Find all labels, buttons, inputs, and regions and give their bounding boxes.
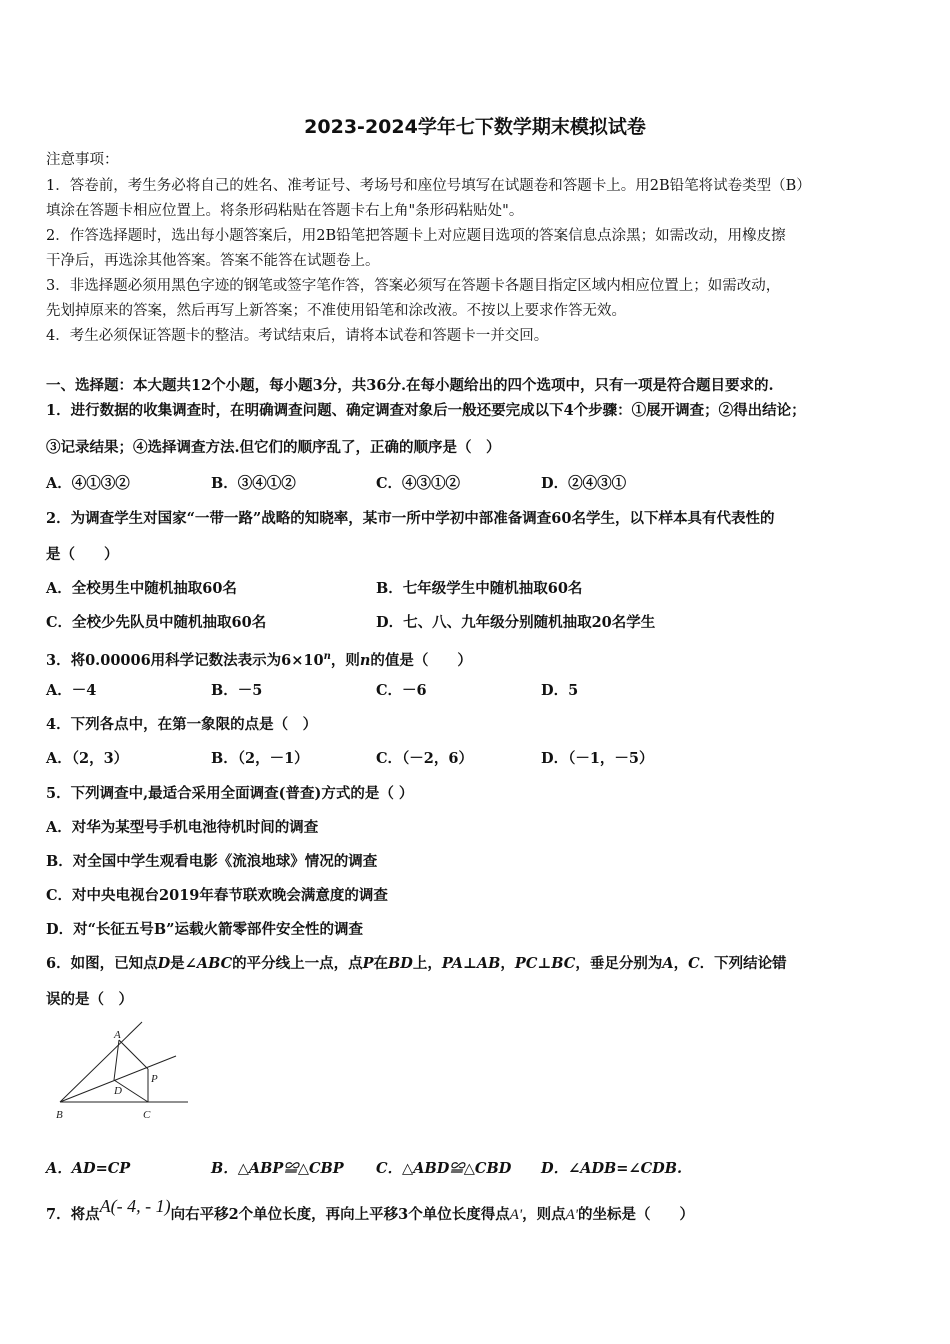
- question-6-line: 误的是（ ）: [46, 991, 133, 1008]
- geometry-figure: [52, 1018, 192, 1128]
- q5-option-d: D．对“长征五号B”运载火箭零部件安全性的调查: [46, 921, 364, 938]
- q6-text: ．下列结论错: [699, 955, 787, 972]
- label-a: A: [114, 1029, 121, 1041]
- question-2-line: 是（ ）: [46, 546, 119, 563]
- q6-var-c: C: [688, 955, 700, 972]
- section-heading: 一、选择题：本大题共12个小题，每小题3分，共36分.在每小题给出的四个选项中，只有一项是符合题目要求的.: [46, 377, 774, 394]
- q7-text: 向右平移2个单位长度，再向上平移3个单位长度得点: [170, 1206, 510, 1223]
- q4-option-b: B．（2，－1）: [211, 750, 309, 767]
- q5-option-c: C．对中央电视台2019年春节联欢晚会满意度的调查: [46, 887, 388, 904]
- q1-option-c: C．④③①②: [376, 475, 461, 492]
- q6-var-bd: BD: [388, 955, 413, 972]
- q4-option-d: D．（－1，－5）: [541, 750, 654, 767]
- question-7-line: [46, 1196, 695, 1225]
- label-b: B: [56, 1109, 63, 1121]
- question-5-line: 5．下列调查中,最适合采用全面调查(普查)方式的是（ ）: [46, 785, 414, 802]
- q7-point-a: A(- 4, - 1): [99, 1196, 171, 1216]
- notice-line: 2．作答选择题时，选出每小题答案后，用2B铅笔把答题卡上对应题目选项的答案信息点涂黑；如需改动，用橡皮擦: [46, 228, 786, 244]
- q7-point-a-prime: A': [565, 1207, 579, 1223]
- q5-option-a: A．对华为某型号手机电池待机时间的调查: [46, 819, 319, 836]
- q2-option-c: C．全校少先队员中随机抽取60名: [46, 614, 267, 631]
- q3-option-c: C．－6: [376, 682, 427, 699]
- q6-angle-abc: ∠ABC: [184, 955, 233, 972]
- q6-text: 6．如图，已知点: [46, 955, 158, 972]
- q2-option-b: B．七年级学生中随机抽取60名: [376, 580, 583, 597]
- notice-line: 1．答卷前，考生务必将自己的姓名、准考证号、考场号和座位号填写在试题卷和答题卡上。用2B铅笔将试卷类型（B）: [46, 178, 811, 194]
- q5-option-b: B．对全国中学生观看电影《流浪地球》情况的调查: [46, 853, 378, 870]
- q1-option-d: D．②④③①: [541, 475, 627, 492]
- q3-exponent: n: [323, 651, 331, 662]
- q7-text: 7．将点: [46, 1206, 100, 1223]
- q3-variable: n: [359, 651, 371, 669]
- q6-var-d: D: [157, 955, 171, 972]
- q6-option-b: B．△ABP≌△CBP: [211, 1160, 344, 1177]
- q6-text: ，垂足分别为: [575, 955, 663, 972]
- q3-prefix: 3．将0.00006用科学记数法表示为6×10: [46, 651, 324, 669]
- q6-pa-perp-ab: PA⊥AB: [441, 955, 501, 972]
- q3-option-d: D．5: [541, 682, 579, 699]
- q3-suffix: 的值是（ ）: [370, 651, 472, 669]
- q6-option-d: D．∠ADB=∠CDB.: [541, 1160, 683, 1177]
- q3-mid: ，则: [330, 651, 360, 669]
- q6-var-p: P: [362, 955, 374, 972]
- q2-option-d: D．七、八、九年级分别随机抽取20名学生: [376, 614, 656, 631]
- q6-text: 是: [170, 955, 185, 972]
- notice-line: 4．考生必须保证答题卡的整洁。考试结束后，请将本试卷和答题卡一并交回。: [46, 328, 549, 344]
- q3-option-a: A．－4: [46, 682, 97, 699]
- question-3-line: [46, 647, 472, 671]
- q2-option-a: A．全校男生中随机抽取60名: [46, 580, 237, 597]
- notice-heading: 注意事项：: [46, 152, 119, 168]
- question-2-line: 2．为调查学生对国家“一带一路”战略的知晓率，某市一所中学初中部准备调查60名学生，以下样本具有代表性的: [46, 510, 775, 527]
- q6-text: ，: [673, 955, 689, 972]
- q6-option-c: C．△ABD≌△CBD: [376, 1160, 512, 1177]
- q1-option-b: B．③④①②: [211, 475, 296, 492]
- q4-option-c: C．（－2，6）: [376, 750, 473, 767]
- label-c: C: [143, 1109, 151, 1121]
- notice-line: 3．非选择题必须用黑色字迹的钢笔或签字笔作答，答案必须写在答题卡各题目指定区域内相应位置上；如需改动，: [46, 278, 781, 294]
- q4-option-a: A．（2，3）: [46, 750, 129, 767]
- question-4-line: 4．下列各点中，在第一象限的点是（ ）: [46, 716, 318, 733]
- question-1-line: 1．进行数据的收集调查时，在明确调查问题、确定调查对象后一般还要完成以下4个步骤：①展开调查；②得出结论；: [46, 402, 806, 419]
- q7-point-a-prime: A': [509, 1207, 523, 1223]
- label-d: D: [114, 1085, 122, 1097]
- question-6-line: [46, 954, 787, 974]
- line-ad: [114, 1040, 119, 1080]
- notice-line: 先划掉原来的答案，然后再写上新答案；不准使用铅笔和涂改液。不按以上要求作答无效。: [46, 303, 626, 319]
- label-p: P: [151, 1073, 158, 1085]
- q6-pc-perp-bc: PC⊥BC: [514, 955, 576, 972]
- page-title: 2023-2024学年七下数学期末模拟试卷: [304, 116, 646, 138]
- notice-line: 干净后，再选涂其他答案。答案不能答在试题卷上。: [46, 253, 380, 269]
- q7-text: ，则点: [522, 1206, 566, 1223]
- q1-option-a: A．④①③②: [46, 475, 130, 492]
- q7-text: 的坐标是（ ）: [578, 1206, 695, 1223]
- q6-option-a: A．AD=CP: [46, 1160, 131, 1177]
- q6-text: 的平分线上一点，点: [232, 955, 363, 972]
- notice-line: 填涂在答题卡相应位置上。将条形码粘贴在答题卡右上角"条形码粘贴处"。: [46, 203, 524, 219]
- q3-option-b: B．－5: [211, 682, 263, 699]
- q6-text: 上，: [412, 955, 442, 972]
- q6-text: ，: [500, 955, 515, 972]
- line-pa: [119, 1040, 148, 1069]
- q6-var-a: A: [662, 955, 674, 972]
- q6-text: 在: [373, 955, 389, 972]
- question-1-line: ③记录结果；④选择调查方法.但它们的顺序乱了，正确的顺序是（ ）: [46, 439, 501, 456]
